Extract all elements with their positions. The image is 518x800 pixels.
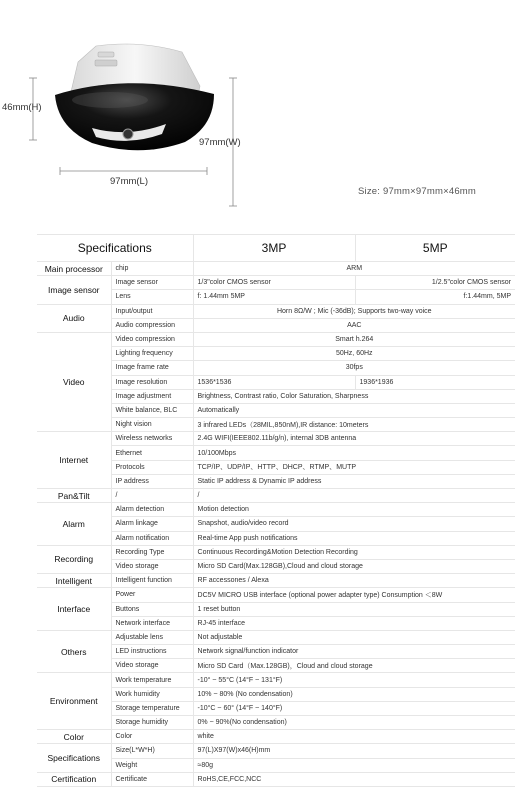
header-specifications: Specifications bbox=[37, 235, 193, 262]
value-cell: Automatically bbox=[193, 403, 515, 417]
value-cell: RF accessones / Alexa bbox=[193, 574, 515, 588]
category-cell: Specifications bbox=[37, 744, 111, 772]
category-cell: Video bbox=[37, 332, 111, 431]
height-dimension-label: 46mm(H) bbox=[2, 102, 42, 113]
category-cell: Image sensor bbox=[37, 276, 111, 304]
camera-dimension-drawing bbox=[0, 0, 518, 215]
item-cell: Alarm notification bbox=[111, 531, 193, 545]
table-row bbox=[37, 432, 515, 446]
item-cell: Video storage bbox=[111, 659, 193, 673]
item-cell: Recording Type bbox=[111, 545, 193, 559]
item-cell: Ethernet bbox=[111, 446, 193, 460]
value-cell: 0% ~ 90%(No condensation) bbox=[193, 716, 515, 730]
table-row bbox=[37, 673, 515, 687]
value-cell: -10°C ~ 60° (14°F ~ 140°F) bbox=[193, 701, 515, 715]
table-row bbox=[37, 304, 515, 318]
value-cell: Motion detection bbox=[193, 503, 515, 517]
item-cell: Certificate bbox=[111, 772, 193, 786]
table-row bbox=[37, 262, 515, 276]
item-cell: Weight bbox=[111, 758, 193, 772]
item-cell: Protocols bbox=[111, 460, 193, 474]
value-5mp-cell: 1/2.5"color CMOS sensor bbox=[355, 276, 515, 290]
value-cell: 10% ~ 80% (No condensation) bbox=[193, 687, 515, 701]
value-cell: white bbox=[193, 730, 515, 744]
item-cell: Video storage bbox=[111, 559, 193, 573]
value-cell: 3 infrared LEDs（28MIL,850nM),IR distance: 10meters bbox=[193, 418, 515, 432]
camera-port bbox=[98, 52, 114, 57]
value-cell: 10/100Mbps bbox=[193, 446, 515, 460]
table-row bbox=[37, 332, 515, 346]
value-cell: 1 reset button bbox=[193, 602, 515, 616]
value-cell: -10° ~ 55°C (14°F ~ 131°F) bbox=[193, 673, 515, 687]
category-cell: Environment bbox=[37, 673, 111, 730]
item-cell: Buttons bbox=[111, 602, 193, 616]
value-cell: Smart h.264 bbox=[193, 332, 515, 346]
value-cell: Snapshot, audio/video record bbox=[193, 517, 515, 531]
category-cell: Certification bbox=[37, 772, 111, 786]
item-cell: Image resolution bbox=[111, 375, 193, 389]
item-cell: Intelligent function bbox=[111, 574, 193, 588]
item-cell: White balance, BLC bbox=[111, 403, 193, 417]
table-row bbox=[37, 588, 515, 602]
item-cell: Lens bbox=[111, 290, 193, 304]
width-dimension-label: 97mm(W) bbox=[199, 137, 241, 148]
table-row bbox=[37, 489, 515, 503]
value-cell: 50Hz, 60Hz bbox=[193, 347, 515, 361]
value-cell: 2.4G WIFI(IEEE802.11b/g/n), internal 3DB antenna bbox=[193, 432, 515, 446]
item-cell: Color bbox=[111, 730, 193, 744]
item-cell: Video compression bbox=[111, 332, 193, 346]
value-cell: Micro SD Card（Max.128GB)，Cloud and cloud storage bbox=[193, 659, 515, 673]
table-row bbox=[37, 545, 515, 559]
value-cell: 30fps bbox=[193, 361, 515, 375]
value-cell: Continuous Recording&Motion Detection Recording bbox=[193, 545, 515, 559]
item-cell: Alarm detection bbox=[111, 503, 193, 517]
table-row bbox=[37, 744, 515, 758]
item-cell: Adjustable lens bbox=[111, 630, 193, 644]
item-cell: Work humidity bbox=[111, 687, 193, 701]
value-5mp-cell: f:1.44mm, 5MP bbox=[355, 290, 515, 304]
category-cell: Internet bbox=[37, 432, 111, 489]
value-cell: Network signal/function indicator bbox=[193, 645, 515, 659]
value-3mp-cell: 1/3"color CMOS sensor bbox=[193, 276, 355, 290]
value-cell: Horn 8Ω/W ; Mic (-36dB); Supports two-way voice bbox=[193, 304, 515, 318]
item-cell: Size(L*W*H) bbox=[111, 744, 193, 758]
table-row bbox=[37, 730, 515, 744]
category-cell: Interface bbox=[37, 588, 111, 631]
product-dimension-diagram bbox=[0, 0, 518, 215]
item-cell: Alarm linkage bbox=[111, 517, 193, 531]
value-cell: 97(L)X97(W)x46(H)mm bbox=[193, 744, 515, 758]
item-cell: IP address bbox=[111, 474, 193, 488]
value-cell: RJ-45 interface bbox=[193, 616, 515, 630]
item-cell: Wireless networks bbox=[111, 432, 193, 446]
item-cell: Input/output bbox=[111, 304, 193, 318]
item-cell: Image adjustment bbox=[111, 389, 193, 403]
value-cell: Real-time App push notifications bbox=[193, 531, 515, 545]
value-cell: RoHS,CE,FCC,NCC bbox=[193, 772, 515, 786]
category-cell: Color bbox=[37, 730, 111, 744]
table-row bbox=[37, 772, 515, 786]
item-cell: Audio compression bbox=[111, 318, 193, 332]
table-header-row bbox=[37, 235, 515, 262]
lens-icon bbox=[123, 129, 133, 139]
item-cell: / bbox=[111, 489, 193, 503]
item-cell: Work temperature bbox=[111, 673, 193, 687]
camera-port bbox=[95, 60, 117, 66]
value-cell: TCP/IP、UDP/IP、HTTP、DHCP、RTMP、MUTP bbox=[193, 460, 515, 474]
length-dimension-label: 97mm(L) bbox=[110, 176, 149, 187]
value-cell: Static IP address & Dynamic IP address bbox=[193, 474, 515, 488]
value-cell: DC5V MICRO USB interface (optional power adapter type) Consumption ＜8W bbox=[193, 588, 515, 602]
table-row bbox=[37, 276, 515, 290]
value-cell: Micro SD Card(Max.128GB),Cloud and cloud storage bbox=[193, 559, 515, 573]
table-row bbox=[37, 574, 515, 588]
value-cell: / bbox=[193, 489, 515, 503]
value-cell: ARM bbox=[193, 262, 515, 276]
item-cell: LED instructions bbox=[111, 645, 193, 659]
value-cell: ≈80g bbox=[193, 758, 515, 772]
table-row bbox=[37, 503, 515, 517]
category-cell: Intelligent bbox=[37, 574, 111, 588]
item-cell: Image sensor bbox=[111, 276, 193, 290]
header-3mp: 3MP bbox=[193, 235, 355, 262]
specifications-table bbox=[37, 234, 515, 787]
category-cell: Audio bbox=[37, 304, 111, 332]
value-cell: Brightness, Contrast ratio, Color Saturation, Sharpness bbox=[193, 389, 515, 403]
item-cell: Lighting frequency bbox=[111, 347, 193, 361]
value-3mp-cell: f: 1.44mm 5MP bbox=[193, 290, 355, 304]
category-cell: Others bbox=[37, 630, 111, 673]
item-cell: Image frame rate bbox=[111, 361, 193, 375]
item-cell: Power bbox=[111, 588, 193, 602]
value-cell: Not adjustable bbox=[193, 630, 515, 644]
item-cell: Network interface bbox=[111, 616, 193, 630]
category-cell: Alarm bbox=[37, 503, 111, 546]
category-cell: Main processor bbox=[37, 262, 111, 276]
header-5mp: 5MP bbox=[355, 235, 515, 262]
dome-highlight bbox=[72, 92, 148, 108]
value-cell: AAC bbox=[193, 318, 515, 332]
value-5mp-cell: 1936*1936 bbox=[355, 375, 515, 389]
category-cell: Pan&Tilt bbox=[37, 489, 111, 503]
category-cell: Recording bbox=[37, 545, 111, 573]
item-cell: Storage humidity bbox=[111, 716, 193, 730]
item-cell: Night vision bbox=[111, 418, 193, 432]
item-cell: Storage temperature bbox=[111, 701, 193, 715]
value-3mp-cell: 1536*1536 bbox=[193, 375, 355, 389]
size-summary: Size: 97mm×97mm×46mm bbox=[358, 186, 477, 197]
table-row bbox=[37, 630, 515, 644]
item-cell: chip bbox=[111, 262, 193, 276]
